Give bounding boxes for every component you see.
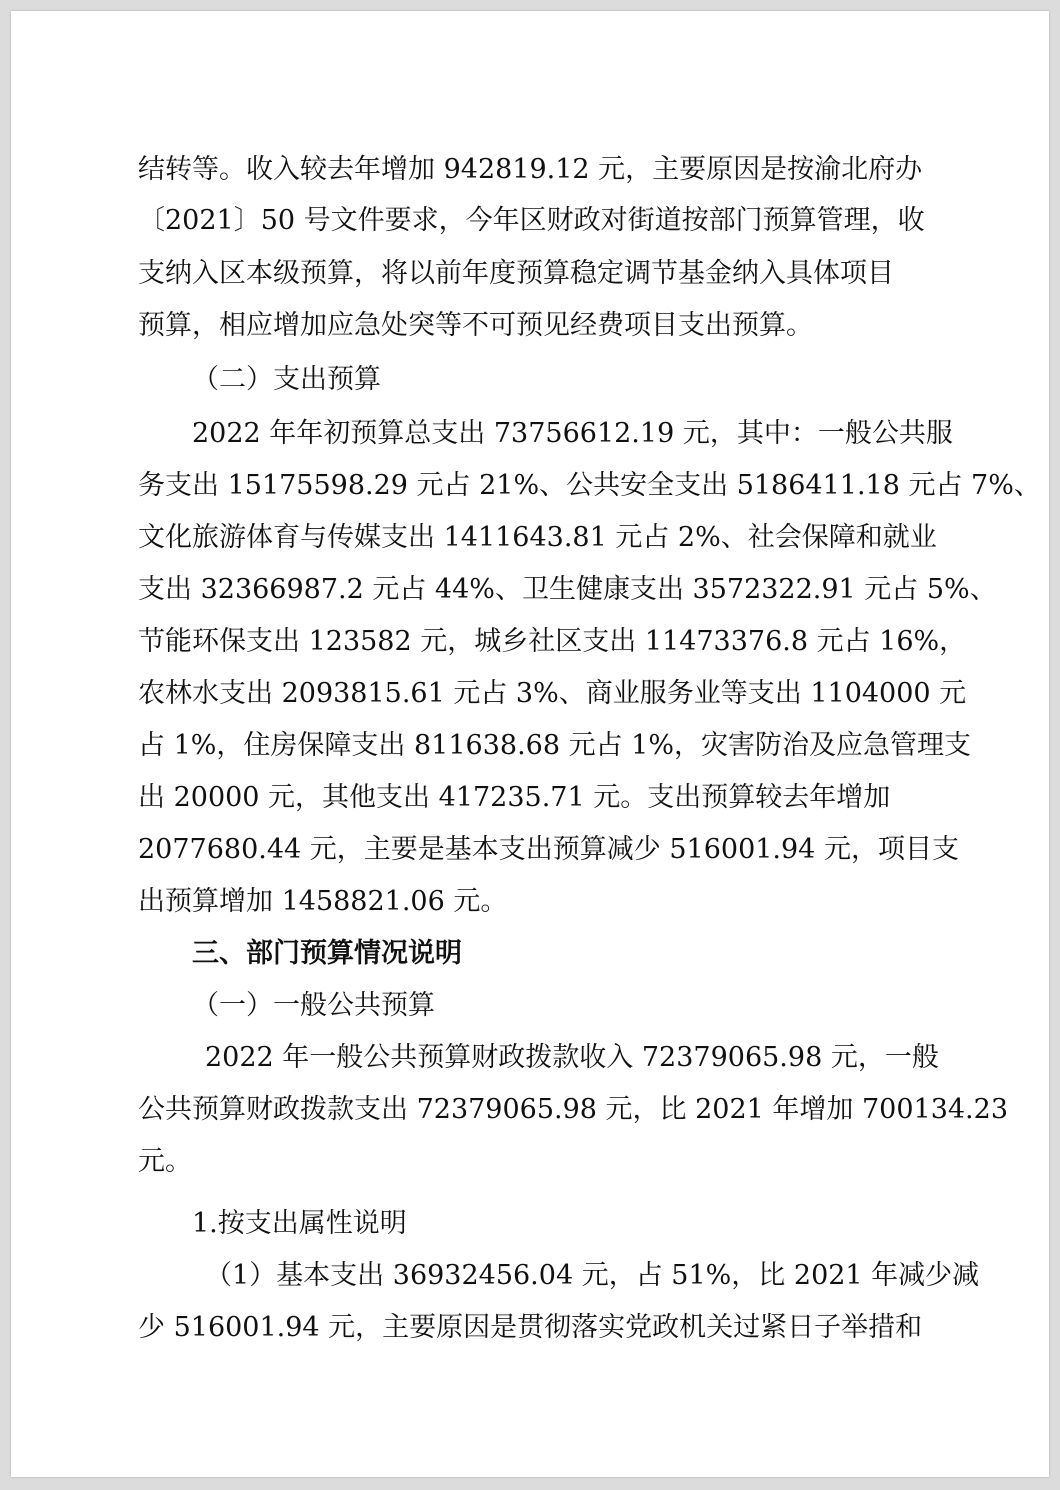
subsection-heading-general-public-budget: （一）一般公共预算 <box>192 990 435 1021</box>
paragraph-line-12: 出 20000 元，其他支出 417235.71 元。支出预算较去年增加 <box>138 782 891 813</box>
paragraph-line-5: 2022 年年初预算总支出 73756612.19 元，其中：一般公共服 <box>192 418 953 449</box>
paragraph-line-8: 支出 32366987.2 元占 44%、卫生健康支出 3572322.91 元占 5%、 <box>138 574 997 605</box>
paragraph-line-11: 占 1%，住房保障支出 811638.68 元占 1%，灾害防治及应急管理支 <box>138 730 972 761</box>
paragraph-line-15: 2022 年一般公共预算财政拨款收入 72379065.98 元，一般 <box>205 1042 939 1073</box>
subsection-heading-expenditure-budget: （二）支出预算 <box>192 364 381 395</box>
paragraph-line-2: 〔2021〕50 号文件要求，今年区财政对街道按部门预算管理，收 <box>138 205 925 236</box>
paragraph-line-3: 支纳入区本级预算，将以前年度预算稳定调节基金纳入具体项目 <box>138 258 894 289</box>
paragraph-line-4: 预算，相应增加应急处突等不可预见经费项目支出预算。 <box>138 310 813 341</box>
paragraph-line-14: 出预算增加 1458821.06 元。 <box>138 886 508 917</box>
paragraph-line-16: 公共预算财政拨款支出 72379065.98 元，比 2021 年增加 700134.23 <box>138 1094 1008 1125</box>
paragraph-line-17: 元。 <box>138 1146 192 1177</box>
paragraph-line-19: 少 516001.94 元，主要原因是贯彻落实党政机关过紧日子举措和 <box>138 1312 923 1343</box>
paragraph-line-18: （1）基本支出 36932456.04 元，占 51%，比 2021 年减少减 <box>205 1260 980 1291</box>
item-heading-by-expenditure-attribute: 1.按支出属性说明 <box>192 1208 407 1239</box>
paragraph-line-7: 文化旅游体育与传媒支出 1411643.81 元占 2%、社会保障和就业 <box>138 522 937 553</box>
section-heading-department-budget: 三、部门预算情况说明 <box>192 938 462 969</box>
paragraph-line-1: 结转等。收入较去年增加 942819.12 元，主要原因是按渝北府办 <box>138 154 923 185</box>
paragraph-line-10: 农林水支出 2093815.61 元占 3%、商业服务业等支出 1104000 元 <box>138 678 967 709</box>
paragraph-line-13: 2077680.44 元，主要是基本支出预算减少 516001.94 元，项目支 <box>138 834 959 865</box>
paragraph-line-9: 节能环保支出 123582 元，城乡社区支出 11473376.8 元占 16%， <box>138 626 967 657</box>
paragraph-line-6: 务支出 15175598.29 元占 21%、公共安全支出 5186411.18 元占 7%、 <box>138 470 1041 501</box>
